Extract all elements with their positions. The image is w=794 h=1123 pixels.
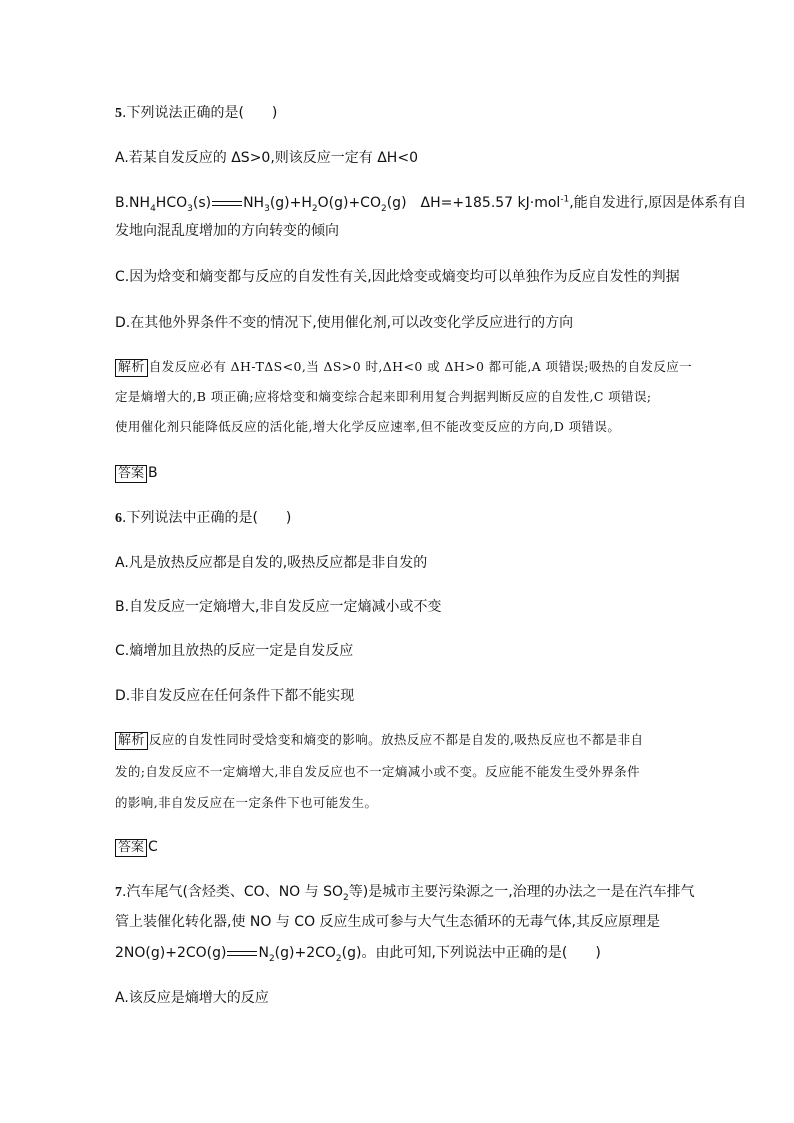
q5-option-c: C.因为焓变和熵变都与反应的自发性有关,因此焓变或熵变均可以单独作为反应自发性的判据 (115, 269, 680, 285)
q6-option-c: C.熵增加且放热的反应一定是自发反应 (115, 643, 354, 659)
q5-explanation-line: 使用催化剂只能降低反应的活化能,增大化学反应速率,但不能改变反应的方向,D 项错误。 (115, 419, 621, 434)
q5-explanation-line: 定是熵增大的,B 项正确;应将焓变和熵变综合起来即利用复合判据判断反应的自发性,C 项错误; (115, 389, 652, 404)
q7-option-a: A.该反应是熵增大的反应 (115, 990, 269, 1006)
q6-option-a: A.凡是放热反应都是自发的,吸热反应都是非自发的 (115, 555, 428, 571)
explanation-tag: 解析 (115, 732, 148, 750)
q6-explanation-line: 的影响,非自发反应在一定条件下也可能发生。 (115, 795, 378, 810)
answer-tag: 答案 (115, 839, 147, 857)
q7-number: 7 (115, 885, 122, 900)
q6-explanation-line: 解析 反应的自发性同时受焓变和熵变的影响。放热反应不都是自发的,吸热反应也不都是非自 (115, 731, 643, 750)
q6-answer: 答案 C (115, 838, 158, 857)
q7-stem-line: 2NO(g)+2CO(g) $N_2(g)+2CO_2(g)$。由此可知,下列说法中正确的是( ) (115, 945, 601, 964)
q6-option-b: B.自发反应一定熵增大,非自发反应一定熵减小或不变 (115, 599, 442, 615)
q7-stem-line: 管上装催化转化器,使 NO 与 CO 反应生成可参与大气生态循环的无毒气体,其反应原理是 (115, 914, 660, 930)
q7-stem-line: 7.汽车尾气(含烃类、CO、NO 与 $SO_2$等)是城市主要污染源之一,治理的办法之一是在汽车排气 (115, 884, 695, 903)
equals-double-line (212, 201, 242, 206)
q6-number: 6 (115, 511, 122, 526)
q5-stem: 5.下列说法正确的是( ) (115, 105, 278, 121)
q6-stem: 6.下列说法中正确的是( ) (115, 510, 292, 526)
q5-option-a: A.若某自发反应的 ΔS>0,则该反应一定有 ΔH<0 (115, 150, 418, 166)
q5-answer: 答案 B (115, 464, 158, 483)
q6-explanation-line: 发的;自发反应不一定熵增大,非自发反应也不一定熵减小或不变。反应能不能发生受外界条件 (115, 764, 640, 779)
q5-option-d: D.在其他外界条件不变的情况下,使用催化剂,可以改变化学反应进行的方向 (115, 315, 574, 331)
answer-tag: 答案 (115, 465, 147, 483)
q5-option-b-cont: 发地向混乱度增加的方向转变的倾向 (115, 223, 339, 239)
equals-double-line (227, 951, 257, 956)
q5-explanation-line: 解析 自发反应必有 ΔH-TΔS<0,当 ΔS>0 时,ΔH<0 或 ΔH>0 都可能,A 项错误;吸热的自发反应一 (115, 358, 692, 377)
q5-number: 5 (115, 106, 122, 121)
q5-option-b: $B.NH_4HCO_3(s)$ $NH_3(g)+H_2O(g)+CO_2(g)$ ΔH=+185.57 kJ·mol$^{-1}$,能自发进行,原因是体系有自 (115, 194, 747, 214)
q6-option-d: D.非自发反应在任何条件下都不能实现 (115, 688, 355, 704)
explanation-tag: 解析 (115, 359, 148, 377)
